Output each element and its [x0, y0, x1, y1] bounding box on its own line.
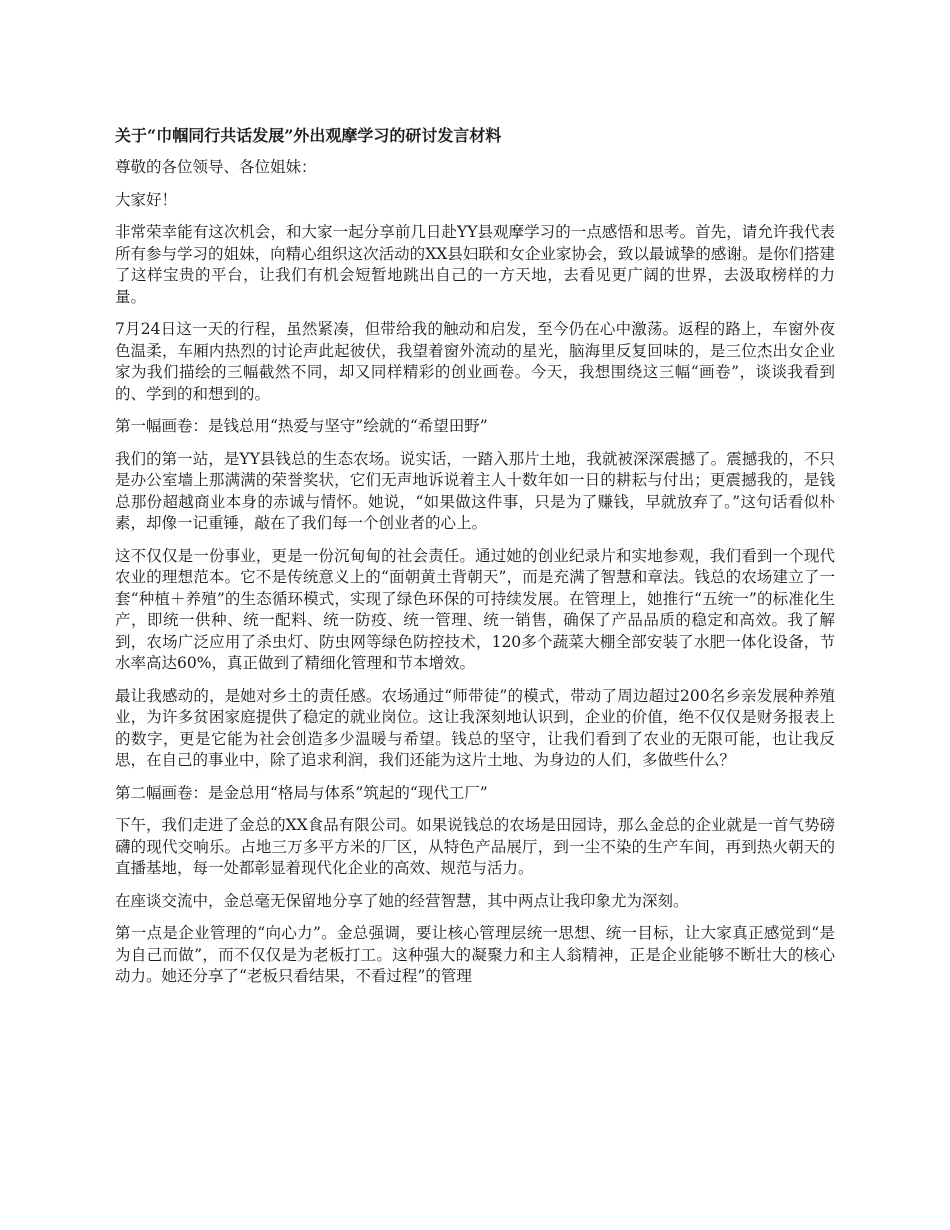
document-title: 关于“巾帼同行共话发展”外出观摩学习的研讨发言材料 [115, 126, 502, 145]
paragraph-itinerary: 7月24日这一天的行程，虽然紧凑，但带给我的触动和启发，至今仍在心中激荡。返程的路上，车窗外夜色温柔，车厢内热烈的讨论声此起彼伏，我望着窗外流动的星光，脑海里反复回味的，是三位杰出女企业家为我们描绘的三幅截然不同，却又同样精彩的创业画卷。今天，我想围绕这三幅“画卷”，谈谈我看到的、学到的和想到的。 [115, 320, 835, 403]
paragraph-intro: 非常荣幸能有这次机会，和大家一起分享前几日赴YY县观摩学习的一点感悟和思考。首先，请允许我代表所有参与学习的姐妹，向精心组织这次活动的XX县妇联和女企业家协会，致以最诚挚的感谢。是你们搭建了这样宝贵的平台，让我们有机会短暂地跳出自己的一方天地，去看见更广阔的世界，去汲取榜样的力量。 [115, 223, 835, 306]
greeting: 大家好！ [115, 190, 178, 209]
salutation: 尊敬的各位领导、各位姐妹： [115, 158, 317, 176]
section-heading-second: 第二幅画卷：是金总用“格局与体系”筑起的“现代工厂” [115, 783, 488, 802]
paragraph-factory-talk: 在座谈交流中，金总毫无保留地分享了她的经营智慧，其中两点让我印象尤为深刻。 [115, 891, 689, 910]
paragraph-management-point: 第一点是企业管理的“向心力”。金总强调，要让核心管理层统一思想、统一目标，让大家真正感觉到“是为自己而做”，而不仅仅是为老板打工。这种强大的凝聚力和主人翁精神，正是企业能够不断壮大的核心动力。她还分享了“老板只看结果，不看过程”的管理 [115, 924, 835, 985]
paragraph-farm-visit: 我们的第一站，是YY县钱总的生态农场。说实话，一踏入那片土地，我就被深深震撼了。震撼我的，不只是办公室墙上那满满的荣誉奖状，它们无声地诉说着主人十数年如一日的耕耘与付出；更震撼我的，是钱总那份超越商业本身的赤诚与情怀。她说，“如果做这件事，只是为了赚钱，早就放弃了。”这句话看似朴素，却像一记重锤，敲在了我们每一个创业者的心上。 [115, 449, 835, 532]
paragraph-farm-responsibility: 最让我感动的，是她对乡土的责任感。农场通过“师带徒”的模式，带动了周边超过200名乡亲发展种养殖业，为许多贫困家庭提供了稳定的就业岗位。这让我深刻地认识到，企业的价值，绝不仅仅是财务报表上的数字，更是它能为社会创造多少温暖与希望。钱总的坚守，让我们看到了农业的无限可能，也让我反思，在自己的事业中，除了追求利润，我们还能为这片土地、为身边的人们，多做些什么？ [115, 686, 835, 769]
paragraph-factory-visit: 下午，我们走进了金总的XX食品有限公司。如果说钱总的农场是田园诗，那么金总的企业就是一首气势磅礴的现代交响乐。占地三万多平方米的厂区，从特色产品展厅，到一尘不染的生产车间，再到热火朝天的直播基地，每一处都彰显着现代化企业的高效、规范与活力。 [115, 816, 835, 877]
paragraph-farm-model: 这不仅仅是一份事业，更是一份沉甸甸的社会责任。通过她的创业纪录片和实地参观，我们看到一个现代农业的理想范本。它不是传统意义上的“面朝黄土背朝天”，而是充满了智慧和章法。钱总的农场建立了一套“种植＋养殖”的生态循环模式，实现了绿色环保的可持续发展。在管理上，她推行“五统一”的标准化生产，即统一供种、统一配料、统一防疫、统一管理、统一销售，确保了产品品质的稳定和高效。我了解到，农场广泛应用了杀虫灯、防虫网等绿色防控技术，120多个蔬菜大棚全部安装了水肥一体化设备，节水率高达60%，真正做到了精细化管理和节本增效。 [115, 546, 835, 672]
section-heading-first: 第一幅画卷：是钱总用“热爱与坚守”绘就的“希望田野” [115, 417, 488, 435]
